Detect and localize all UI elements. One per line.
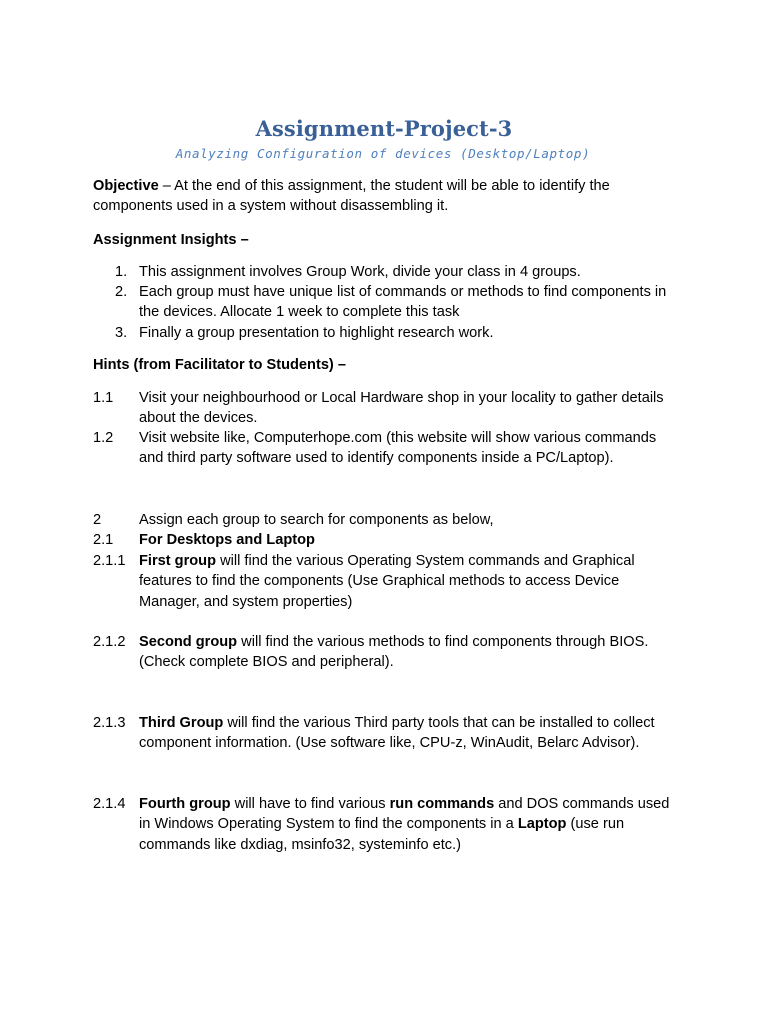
group-description-part: and DOS commands used in Windows Operating System to find the components in a	[139, 796, 670, 833]
laptop-emphasis: Laptop	[517, 816, 567, 833]
group-description: will find the various methods to find components through BIOS. (Check complete BIOS and peripheral).	[139, 634, 649, 671]
insights-item-text: Finally a group presentation to highlight research work.	[139, 325, 494, 341]
section-2-text: Assign each group to search for components as below,	[139, 512, 494, 528]
document-subtitle: Analyzing Configuration of devices (Desktop/Laptop)	[175, 146, 591, 161]
group-item-text	[139, 632, 684, 673]
objective-separator: –	[158, 178, 175, 194]
objective-label: Objective	[93, 178, 159, 194]
group-description: will find the various Operating System commands and Graphical features to find the components (Use Graphical methods to access Device Manager, and system properties)	[139, 553, 635, 610]
insights-item-number: 2.	[115, 284, 128, 300]
group-label: Fourth group	[139, 796, 231, 812]
objective-text: At the end of this assignment, the student will be able to identify the components used in a system without disassembling it.	[93, 178, 610, 215]
run-commands-emphasis: run commands	[389, 796, 495, 812]
group-item-number: 2.1.1	[93, 553, 126, 569]
insights-heading: Assignment Insights –	[93, 232, 249, 248]
document-title: Assignment-Project-3	[255, 116, 513, 141]
group-label: First group	[139, 553, 217, 569]
group-description-part: will have to find various	[230, 796, 390, 812]
group-item-text	[139, 713, 684, 754]
group-item-number: 2.1.4	[93, 796, 126, 812]
hints-item-number: 1.1	[93, 390, 114, 406]
hints-item-text: Visit website like, Computerhope.com (this website will show various commands and third party software used to identify components inside a PC/Laptop).	[139, 430, 657, 467]
insights-item-text: Each group must have unique list of commands or methods to find components in the devices. Allocate 1 week to complete this task	[139, 284, 667, 321]
objective-paragraph	[93, 176, 693, 217]
hints-item-text: Visit your neighbourhood or Local Hardware shop in your locality to gather details about the devices.	[139, 390, 664, 427]
insights-item-text: This assignment involves Group Work, divide your class in 4 groups.	[139, 264, 581, 280]
group-item-text	[139, 551, 684, 612]
group-description: will find the various Third party tools that can be installed to collect component information. (Use software like, CPU-z, WinAudit, Belarc Advisor).	[139, 715, 655, 752]
group-description-part: (use run commands like dxdiag, msinfo32, systeminfo etc.)	[139, 816, 625, 853]
group-label: Third Group	[139, 715, 224, 731]
insights-item-number: 1.	[115, 264, 128, 280]
insights-item-number: 3.	[115, 325, 128, 341]
hints-heading: Hints (from Facilitator to Students) –	[93, 357, 346, 373]
group-item-number: 2.1.3	[93, 715, 126, 731]
group-label: Second group	[139, 634, 238, 650]
section-2-1-heading: For Desktops and Laptop	[139, 532, 315, 548]
section-2-1-number: 2.1	[93, 532, 114, 548]
section-2-number: 2	[93, 512, 102, 528]
hints-item-number: 1.2	[93, 430, 114, 446]
group-item-number: 2.1.2	[93, 634, 126, 650]
group-item-text	[139, 794, 684, 855]
